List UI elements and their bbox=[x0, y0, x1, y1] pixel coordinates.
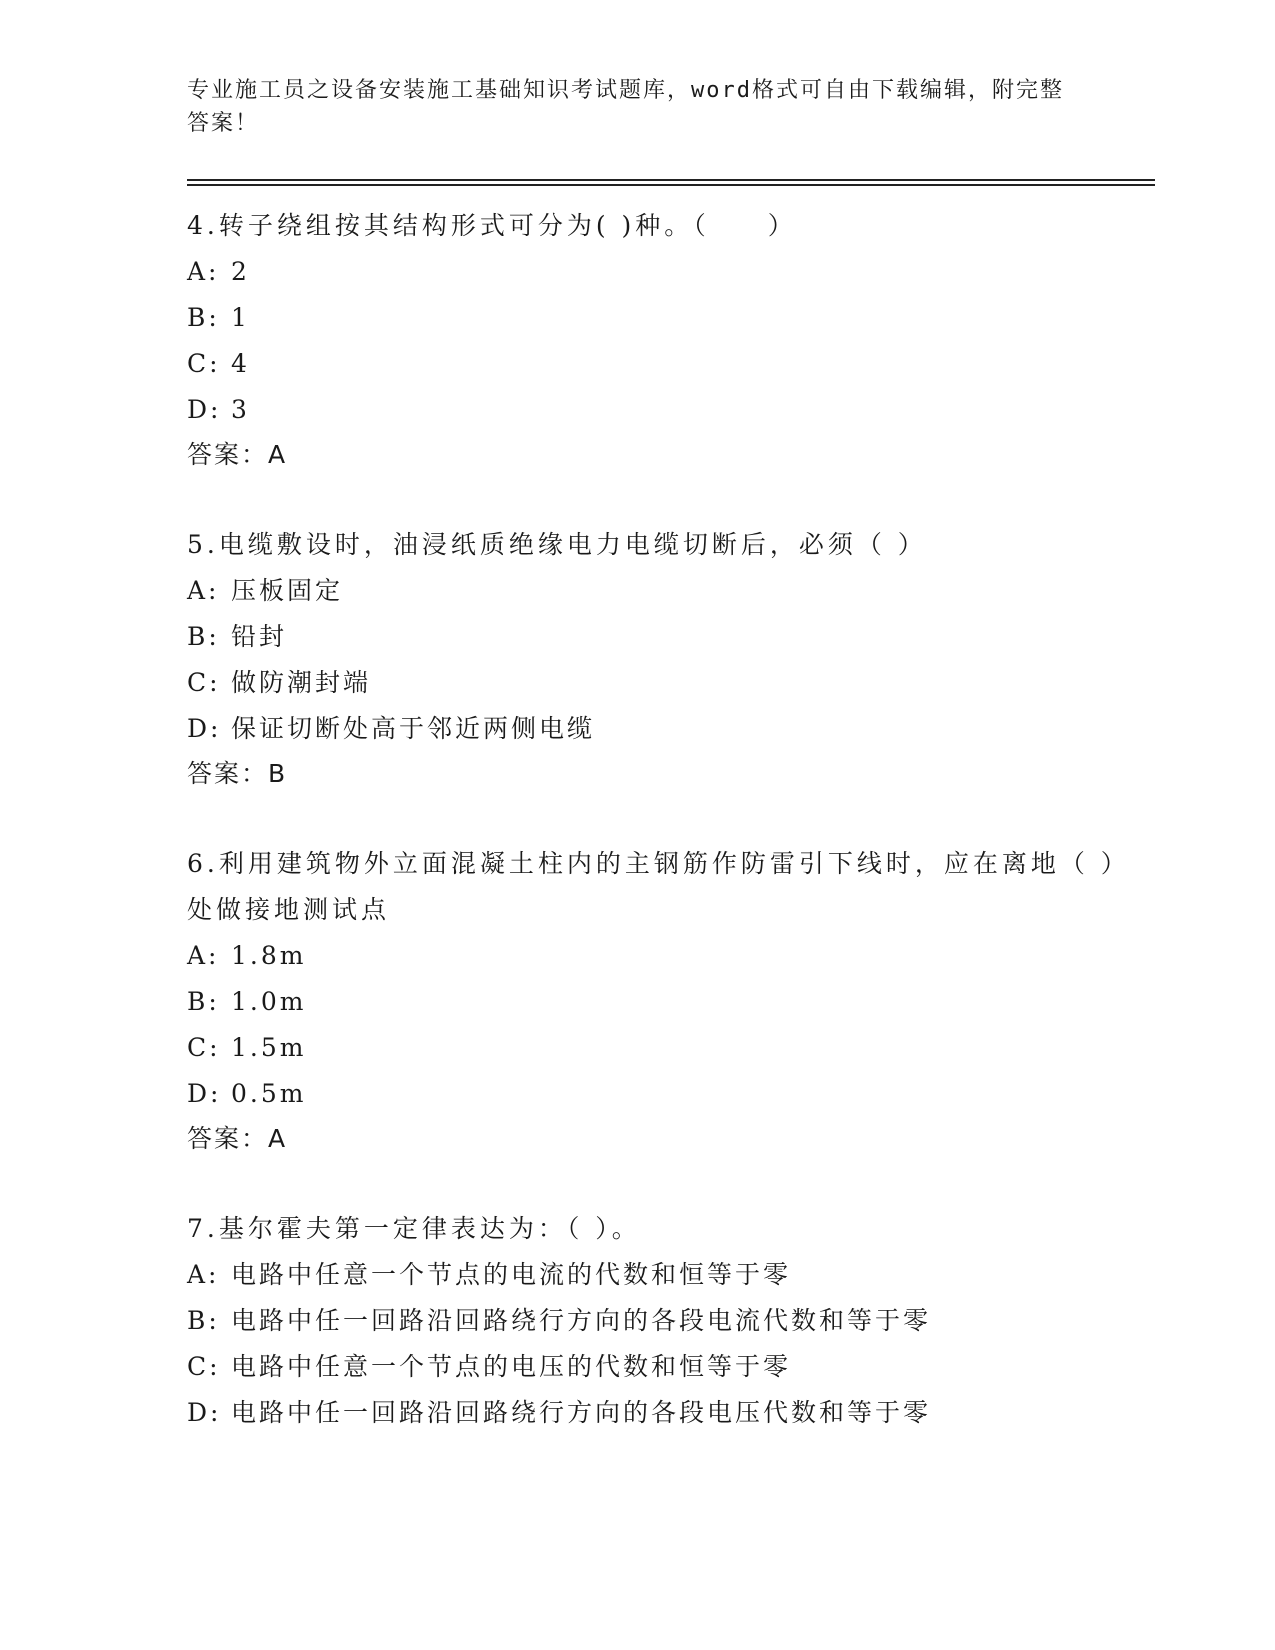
option-text: 电路中任一回路沿回路绕行方向的各段电流代数和等于零 bbox=[231, 1306, 932, 1335]
question-text: 4.转子绕组按其结构形式可分为( )种。（ ） bbox=[187, 211, 797, 240]
option-b bbox=[187, 979, 1137, 1025]
option-text: 1.8m bbox=[231, 941, 307, 970]
question-list bbox=[187, 203, 1137, 1481]
header-divider-top bbox=[187, 179, 1155, 181]
option-c bbox=[187, 1344, 1137, 1390]
question-7 bbox=[187, 1206, 1137, 1436]
option-text: 1 bbox=[231, 303, 250, 332]
option-key: B: bbox=[187, 987, 220, 1016]
option-key: D: bbox=[187, 714, 222, 743]
document-header bbox=[187, 74, 1087, 140]
header-divider-bottom bbox=[187, 184, 1155, 186]
answer-text: 答案：A bbox=[187, 1124, 288, 1153]
answer-text: 答案：B bbox=[187, 759, 288, 788]
option-c bbox=[187, 660, 1137, 706]
option-key: D: bbox=[187, 1079, 222, 1108]
question-text: 5.电缆敷设时，油浸纸质绝缘电力电缆切断后，必须（ ） bbox=[187, 530, 927, 559]
option-b bbox=[187, 614, 1137, 660]
option-b bbox=[187, 1298, 1137, 1344]
option-key: A: bbox=[187, 941, 220, 970]
option-text: 做防潮封端 bbox=[231, 668, 372, 697]
option-c bbox=[187, 341, 1137, 387]
option-key: D: bbox=[187, 1398, 222, 1427]
option-text: 电路中任意一个节点的电压的代数和恒等于零 bbox=[231, 1352, 792, 1381]
option-key: A: bbox=[187, 257, 220, 286]
option-key: C: bbox=[187, 349, 221, 378]
question-text: 6.利用建筑物外立面混凝土柱内的主钢筋作防雷引下线时，应在离地（ ）处做接地测试点 bbox=[187, 849, 1130, 924]
option-c bbox=[187, 1025, 1137, 1071]
option-a bbox=[187, 249, 1137, 295]
option-text: 4 bbox=[231, 349, 250, 378]
option-key: B: bbox=[187, 1306, 220, 1335]
option-text: 保证切断处高于邻近两侧电缆 bbox=[231, 714, 596, 743]
option-b bbox=[187, 295, 1137, 341]
option-text: 1.5m bbox=[231, 1033, 307, 1062]
option-d bbox=[187, 1390, 1137, 1436]
question-text: 7.基尔霍夫第一定律表达为：（ ）。 bbox=[187, 1214, 641, 1243]
option-key: C: bbox=[187, 668, 221, 697]
header-text: 专业施工员之设备安装施工基础知识考试题库，word格式可自由下载编辑，附完整答案！ bbox=[187, 78, 1064, 136]
option-key: A: bbox=[187, 576, 220, 605]
option-key: A: bbox=[187, 1260, 220, 1289]
option-a bbox=[187, 1252, 1137, 1298]
question-5 bbox=[187, 522, 1137, 796]
option-text: 3 bbox=[231, 395, 250, 424]
question-6 bbox=[187, 841, 1137, 1161]
question-4 bbox=[187, 203, 1137, 477]
option-key: B: bbox=[187, 303, 220, 332]
option-text: 2 bbox=[231, 257, 250, 286]
option-key: C: bbox=[187, 1352, 221, 1381]
option-text: 0.5m bbox=[231, 1079, 307, 1108]
option-a bbox=[187, 568, 1137, 614]
option-a bbox=[187, 933, 1137, 979]
option-d bbox=[187, 387, 1137, 433]
option-text: 1.0m bbox=[231, 987, 307, 1016]
option-key: B: bbox=[187, 622, 220, 651]
answer-text: 答案：A bbox=[187, 440, 288, 469]
option-d bbox=[187, 706, 1137, 752]
option-text: 铅封 bbox=[231, 622, 288, 651]
option-text: 电路中任一回路沿回路绕行方向的各段电压代数和等于零 bbox=[231, 1398, 932, 1427]
option-text: 压板固定 bbox=[231, 576, 344, 605]
option-key: C: bbox=[187, 1033, 221, 1062]
option-key: D: bbox=[187, 395, 222, 424]
option-text: 电路中任意一个节点的电流的代数和恒等于零 bbox=[231, 1260, 792, 1289]
option-d bbox=[187, 1071, 1137, 1117]
